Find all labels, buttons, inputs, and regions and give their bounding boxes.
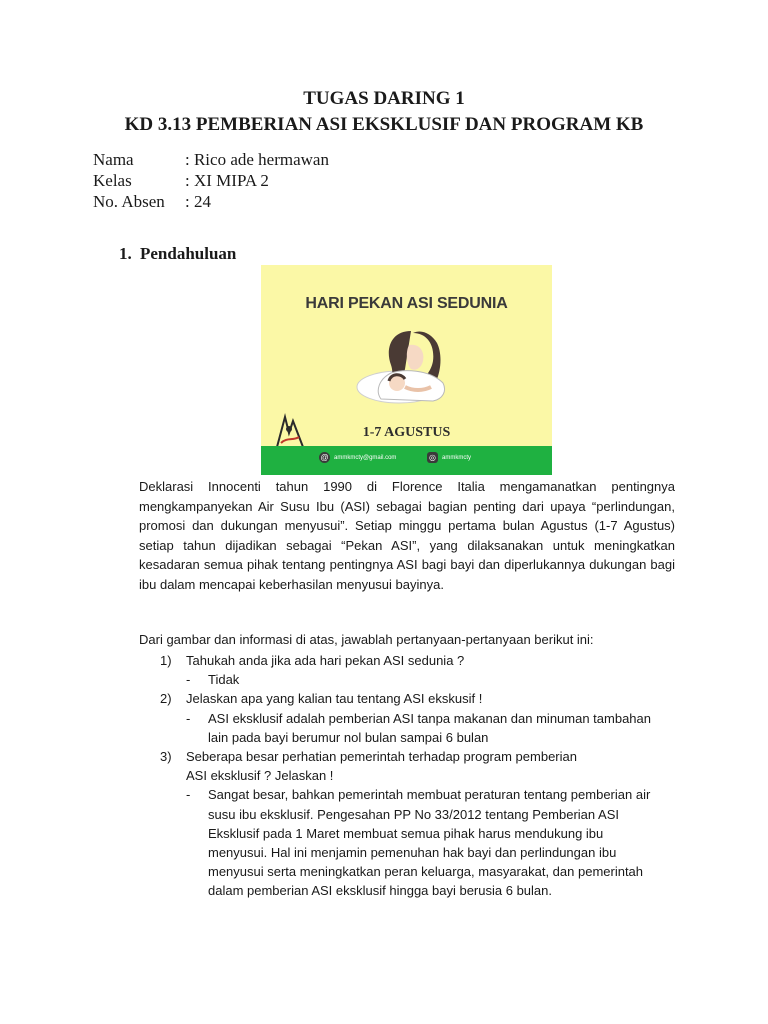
section-number: 1.	[119, 244, 132, 263]
title-line-1: TUGAS DARING 1	[303, 88, 465, 109]
identity-label: Kelas	[93, 171, 132, 190]
email-contact	[319, 452, 396, 463]
title-line-2: KD 3.13 PEMBERIAN ASI EKSKLUSIF DAN PROGRAM KB	[124, 114, 644, 135]
section-heading	[119, 244, 236, 264]
identity-row-number	[93, 191, 329, 212]
answer-dash: -	[186, 710, 191, 726]
introduction-paragraph: Deklarasi Innocenti tahun 1990 di Florence Italia mengamanatkan pentingnya mengkampanyekan Air Susu Ibu (ASI) sebagai bagian penting dari upaya “perlindungan, promosi dan dukungan menyusui”. Setiap minggu pertama bulan Agustus (1-7 Agustus) setiap tahun dijadikan sebagai “Pekan ASI”, yang dilaksanakan untuk meningkatkan kesadaran semua pihak tentang pentingnya ASI bagi bayi dan diperlukannya dukungan bagi ibu dalam mencapai keberhasilan menyusui bayinya.	[139, 479, 675, 592]
question-number: 1)	[160, 653, 172, 668]
poster-title: HARI PEKAN ASI SEDUNIA	[305, 295, 508, 312]
identity-row-class	[93, 170, 329, 191]
identity-label: No. Absen	[93, 192, 165, 211]
answer-text: ASI eksklusif adalah pemberian ASI tanpa makanan dan minuman tambahan lain pada bayi berumur nol bulan sampai 6 bulan	[208, 710, 651, 745]
instagram-contact	[427, 452, 471, 463]
answer-item	[186, 785, 680, 900]
instagram-text: ammkmcty	[442, 454, 471, 461]
student-identity	[93, 149, 329, 212]
identity-value: : Rico ade hermawan	[185, 150, 329, 169]
answer-dash: -	[186, 672, 191, 688]
contact-strip	[261, 446, 552, 475]
question-item	[160, 747, 680, 785]
breastfeeding-week-poster	[261, 265, 552, 475]
question-text: Seberapa besar perhatian pemerintah terhadap program pemberian ASI eksklusif ? Jelaskan !	[186, 749, 577, 784]
question-item	[160, 651, 680, 670]
answer-dash: -	[186, 787, 191, 803]
instagram-icon: ◎	[427, 452, 438, 463]
organization-logo	[273, 413, 307, 449]
identity-label: Nama	[93, 150, 134, 169]
email-text: ammkmcty@gmail.com	[334, 454, 397, 461]
question-number: 2)	[160, 691, 172, 707]
question-item	[160, 689, 680, 708]
answer-item	[186, 709, 680, 747]
section-title: Pendahuluan	[140, 244, 237, 263]
question-text: Tahukah anda jika ada hari pekan ASI sedunia ?	[186, 653, 465, 668]
question-intro: Dari gambar dan informasi di atas, jawablah pertanyaan-pertanyaan berikut ini:	[139, 632, 594, 647]
answer-item	[186, 670, 680, 689]
question-number: 3)	[160, 749, 172, 765]
identity-value: : 24	[185, 192, 211, 211]
document-title	[0, 86, 768, 138]
answer-text: Tidak	[208, 672, 240, 688]
identity-row-name	[93, 149, 329, 170]
question-text: Jelaskan apa yang kalian tau tentang ASI ekskusif !	[186, 691, 483, 707]
answer-text: Sangat besar, bahkan pemerintah membuat peraturan tentang pemberian air susu ibu eksklusif. Pengesahan PP No 33/2012 tentang Pemberian ASI Eksklusif pada 1 Maret membuat semua pihak harus mendukung ibu menyusui. Hal ini menjamin pemenuhan hak bayi dan perlindungan ibu menyusui serta meningkatkan peran keluarga, masyarakat, dan pemerintah dalam pemberian ASI eksklusif hingga bayi berusia 6 bulan.	[208, 787, 651, 899]
email-icon: @	[320, 453, 329, 462]
question-list	[160, 651, 680, 901]
poster-date: 1-7 AGUSTUS	[362, 425, 451, 440]
identity-value: : XI MIPA 2	[185, 171, 269, 190]
mother-nursing-illustration	[351, 325, 471, 421]
